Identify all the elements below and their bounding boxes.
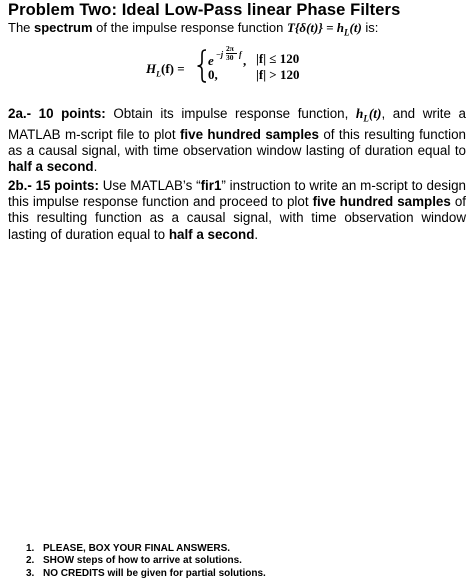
- part-a-emphasis-samples: five hundred samples: [179, 126, 319, 142]
- instruction-item: [26, 568, 266, 580]
- formula-case1-condition: |f| ≤ 120: [256, 51, 300, 66]
- part-b-text-1: Use MATLAB’s “: [98, 178, 201, 193]
- part-b-function-name: fir1: [200, 178, 222, 193]
- intro-text-pre: The: [8, 20, 35, 35]
- part-b-paragraph: [8, 178, 466, 243]
- instruction-number: 1.: [26, 543, 35, 554]
- part-a-text-2: , and write a MATLAB m-script file to plot: [8, 106, 466, 142]
- part-a-text-3: of this resulting function as a causal signal, with time observation window lasting of duration equal to: [8, 126, 466, 159]
- formula-exp-variable: f: [239, 50, 242, 59]
- formula-exp-denominator: 30: [226, 53, 234, 62]
- formula-case2-value: 0,: [208, 67, 218, 82]
- intro-math-operator: T{δ(t)} =: [286, 20, 337, 35]
- formula-case1-comma: ,: [243, 53, 247, 68]
- left-brace-icon: [196, 49, 208, 83]
- part-a-text-4: .: [93, 159, 98, 175]
- part-a-emphasis-duration: half a second: [8, 159, 94, 175]
- formula-exp-base: e: [208, 53, 214, 68]
- formula-exp-numerator: 2π: [226, 44, 234, 53]
- intro-text-tail: is:: [361, 20, 379, 35]
- intro-text-post: of the impulse response function: [92, 20, 287, 35]
- part-a-variable-subscript: L: [363, 113, 369, 124]
- formula-lhs-symbol: H: [146, 61, 157, 76]
- instruction-text: SHOW steps of how to arrive at solutions.: [43, 555, 242, 567]
- instruction-number: 3.: [26, 567, 35, 579]
- instruction-item: [26, 555, 266, 567]
- part-a-paragraph: [8, 106, 466, 175]
- formula-lhs-argument: (f) =: [161, 61, 185, 76]
- formula-lhs-subscript: L: [156, 69, 162, 79]
- formula-case2-condition: |f| > 120: [256, 67, 300, 82]
- intro-emphasis: spectrum: [34, 20, 93, 35]
- formula-exp-sign: −j: [216, 50, 224, 59]
- instruction-text: NO CREDITS will be given for partial solutions.: [43, 567, 266, 579]
- formula-lhs: [146, 61, 185, 79]
- intro-math-argument: (t): [349, 20, 362, 35]
- part-a-label: 2a.- 10 points:: [8, 106, 106, 121]
- part-a-text-1: Obtain its impulse response function,: [105, 106, 356, 121]
- instruction-item: [26, 543, 266, 555]
- part-b-text-4: .: [254, 226, 259, 242]
- problem-title: Problem Two: Ideal Low-Pass linear Phase Filters: [8, 1, 401, 19]
- instruction-text: PLEASE, BOX YOUR FINAL ANSWERS.: [43, 543, 231, 554]
- part-b-emphasis-duration: half a second: [168, 226, 255, 242]
- part-a-variable: h: [355, 106, 364, 121]
- instructions-list: [26, 543, 266, 580]
- part-b-text-3: of this resulting function as a causal signal, with time observation window lasting of duration equal to: [8, 194, 467, 242]
- instruction-number: 2.: [26, 555, 35, 567]
- transfer-function-formula: [0, 0, 474, 100]
- intro-math-subscript: L: [344, 27, 350, 38]
- part-a-variable-argument: (t): [368, 106, 382, 121]
- part-b-text-2: ” instruction to write an m-script to design this impulse response function and proceed to plot: [8, 178, 466, 210]
- part-b-label: 2b.- 15 points:: [8, 178, 99, 193]
- intro-math-function: h: [336, 20, 345, 35]
- part-b-emphasis-samples: five hundred samples: [312, 194, 451, 210]
